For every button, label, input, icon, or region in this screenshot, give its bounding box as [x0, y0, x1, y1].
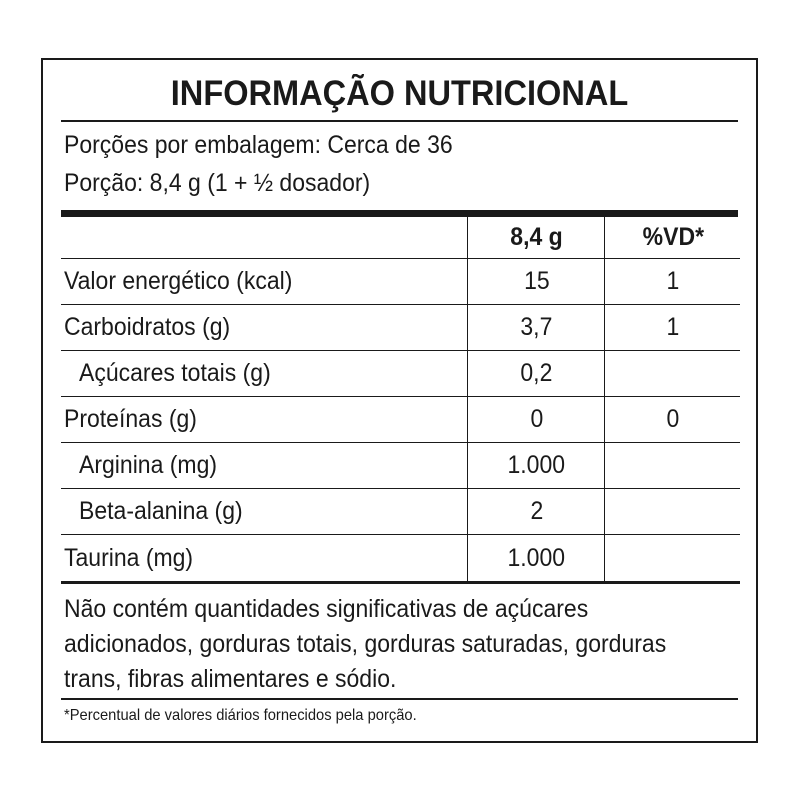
label-title: INFORMAÇÃO NUTRICIONAL [170, 74, 629, 113]
nutrient-amount: 0,2 [467, 351, 605, 396]
nutrient-daily-value [604, 443, 741, 488]
table-row [61, 305, 740, 351]
table-top-divider [61, 210, 738, 217]
table-bottom-divider [61, 581, 740, 584]
nutrient-name: Carboidratos (g) [64, 313, 231, 341]
nutrient-name: Beta-alanina (g) [79, 497, 243, 525]
nutrient-name: Proteínas (g) [64, 405, 197, 433]
nutrient-name: Açúcares totais (g) [79, 359, 271, 387]
header-amount: 8,4 g [467, 217, 605, 258]
nutrient-daily-value: 1 [604, 305, 741, 350]
header-nutrient [64, 217, 464, 258]
nutrient-daily-value: 0 [604, 397, 741, 442]
table-row [61, 489, 740, 535]
nutrient-name: Arginina (mg) [79, 451, 218, 479]
note-line: trans, fibras alimentares e sódio. [64, 665, 397, 693]
nutrient-amount: 3,7 [467, 305, 605, 350]
not-significant-note [64, 592, 740, 697]
nutrient-amount: 2 [467, 489, 605, 534]
note-line: adicionados, gorduras totais, gorduras saturadas, gorduras [64, 630, 667, 658]
table-row [61, 351, 740, 397]
nutrition-label [41, 58, 758, 743]
nutrient-amount: 0 [467, 397, 605, 442]
footnote-divider [61, 698, 738, 700]
table-header-row [61, 217, 740, 259]
table-row [61, 259, 740, 305]
table-row [61, 535, 740, 581]
daily-value-footnote: *Percentual de valores diários fornecidos pela porção. [64, 707, 417, 724]
nutrient-daily-value: 1 [604, 259, 741, 304]
nutrient-daily-value [604, 535, 741, 581]
note-line: Não contém quantidades significativas de açúcares [64, 595, 589, 623]
nutrient-amount: 1.000 [467, 443, 605, 488]
table-row [61, 443, 740, 489]
nutrient-daily-value [604, 489, 741, 534]
nutrient-amount: 15 [467, 259, 605, 304]
nutrient-name: Taurina (mg) [64, 543, 194, 572]
title-divider [61, 120, 738, 122]
servings-per-package: Porções por embalagem: Cerca de 36 [64, 131, 453, 159]
table-row [61, 397, 740, 443]
nutrient-amount: 1.000 [467, 535, 605, 581]
portion-size: Porção: 8,4 g (1 + ½ dosador) [64, 169, 371, 197]
nutrient-name: Valor energético (kcal) [64, 267, 293, 295]
nutrient-daily-value [604, 351, 741, 396]
header-daily-value: %VD* [604, 217, 741, 258]
